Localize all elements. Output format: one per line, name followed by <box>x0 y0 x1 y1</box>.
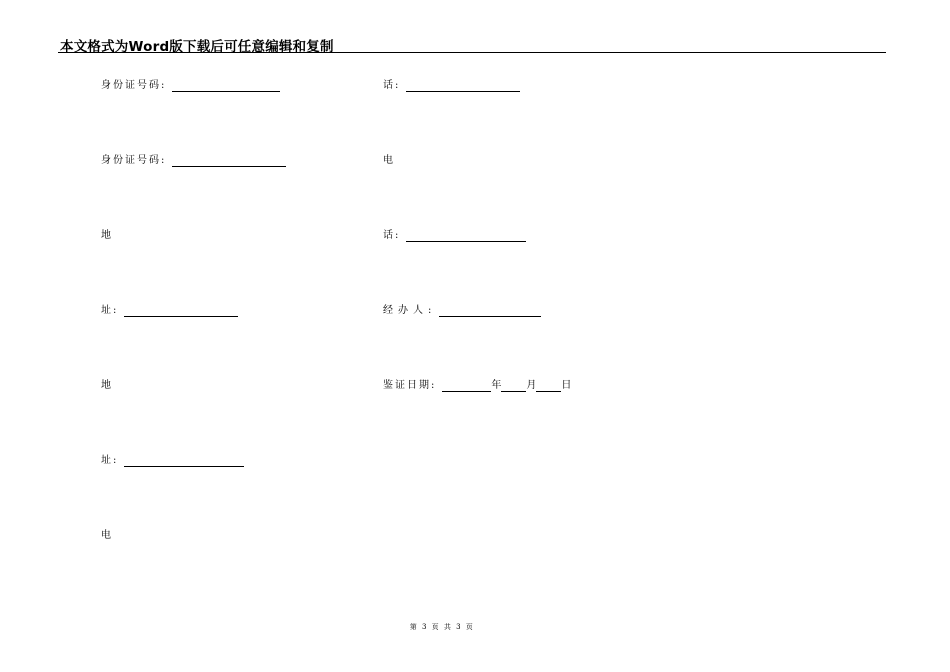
month-blank[interactable] <box>501 380 526 392</box>
id-number-label: 身份证号码 <box>101 155 161 166</box>
phone-blank-2[interactable] <box>406 230 526 242</box>
handler-colon: : <box>428 305 432 316</box>
address-field-2-start <box>101 380 113 392</box>
phone-field-1 <box>383 80 520 92</box>
address-field-2-end <box>101 455 244 467</box>
page-number: 第 3 页 共 3 页 <box>409 623 475 631</box>
address-label-end: 址 <box>101 455 113 466</box>
id-number-field-2 <box>101 155 286 167</box>
address-field-1-start <box>101 230 113 242</box>
address-blank-2[interactable] <box>124 455 244 467</box>
address-field-1-end <box>101 305 238 317</box>
year-unit: 年 <box>491 380 502 391</box>
phone-label-end: 话 <box>383 80 395 91</box>
id-number-label: 身份证号码 <box>101 80 161 91</box>
verify-date-label: 鉴证日期 <box>383 380 431 391</box>
handler-label: 经办人 <box>383 305 428 316</box>
phone-blank-1[interactable] <box>406 80 520 92</box>
year-blank[interactable] <box>442 380 491 392</box>
phone-label-end: 话 <box>383 230 395 241</box>
phone-label-start: 电 <box>383 155 395 166</box>
month-unit: 月 <box>526 380 537 391</box>
phone-field-2-end <box>383 230 526 242</box>
day-unit: 日 <box>561 380 572 391</box>
address-colon: : <box>113 455 117 466</box>
address-label-end: 址 <box>101 305 113 316</box>
verify-date-field <box>383 380 571 392</box>
address-label-start: 地 <box>101 230 113 241</box>
verify-date-colon: : <box>431 380 435 391</box>
handler-blank[interactable] <box>439 305 541 317</box>
id-number-colon: : <box>161 155 165 166</box>
address-blank-1[interactable] <box>124 305 238 317</box>
id-number-colon: : <box>161 80 165 91</box>
handler-field <box>383 305 541 317</box>
id-number-field-1 <box>101 80 280 92</box>
id-number-blank-1[interactable] <box>172 80 280 92</box>
phone-label-start: 电 <box>101 530 113 541</box>
id-number-blank-2[interactable] <box>172 155 286 167</box>
phone-colon: : <box>395 80 399 91</box>
address-colon: : <box>113 305 117 316</box>
header-rule <box>58 52 886 53</box>
page-header-title: 本文格式为Word版下载后可任意编辑和复制 <box>60 39 334 55</box>
day-blank[interactable] <box>536 380 561 392</box>
address-label-start: 地 <box>101 380 113 391</box>
phone-field-3-start <box>101 530 113 542</box>
phone-colon: : <box>395 230 399 241</box>
phone-field-2-start <box>383 155 395 167</box>
